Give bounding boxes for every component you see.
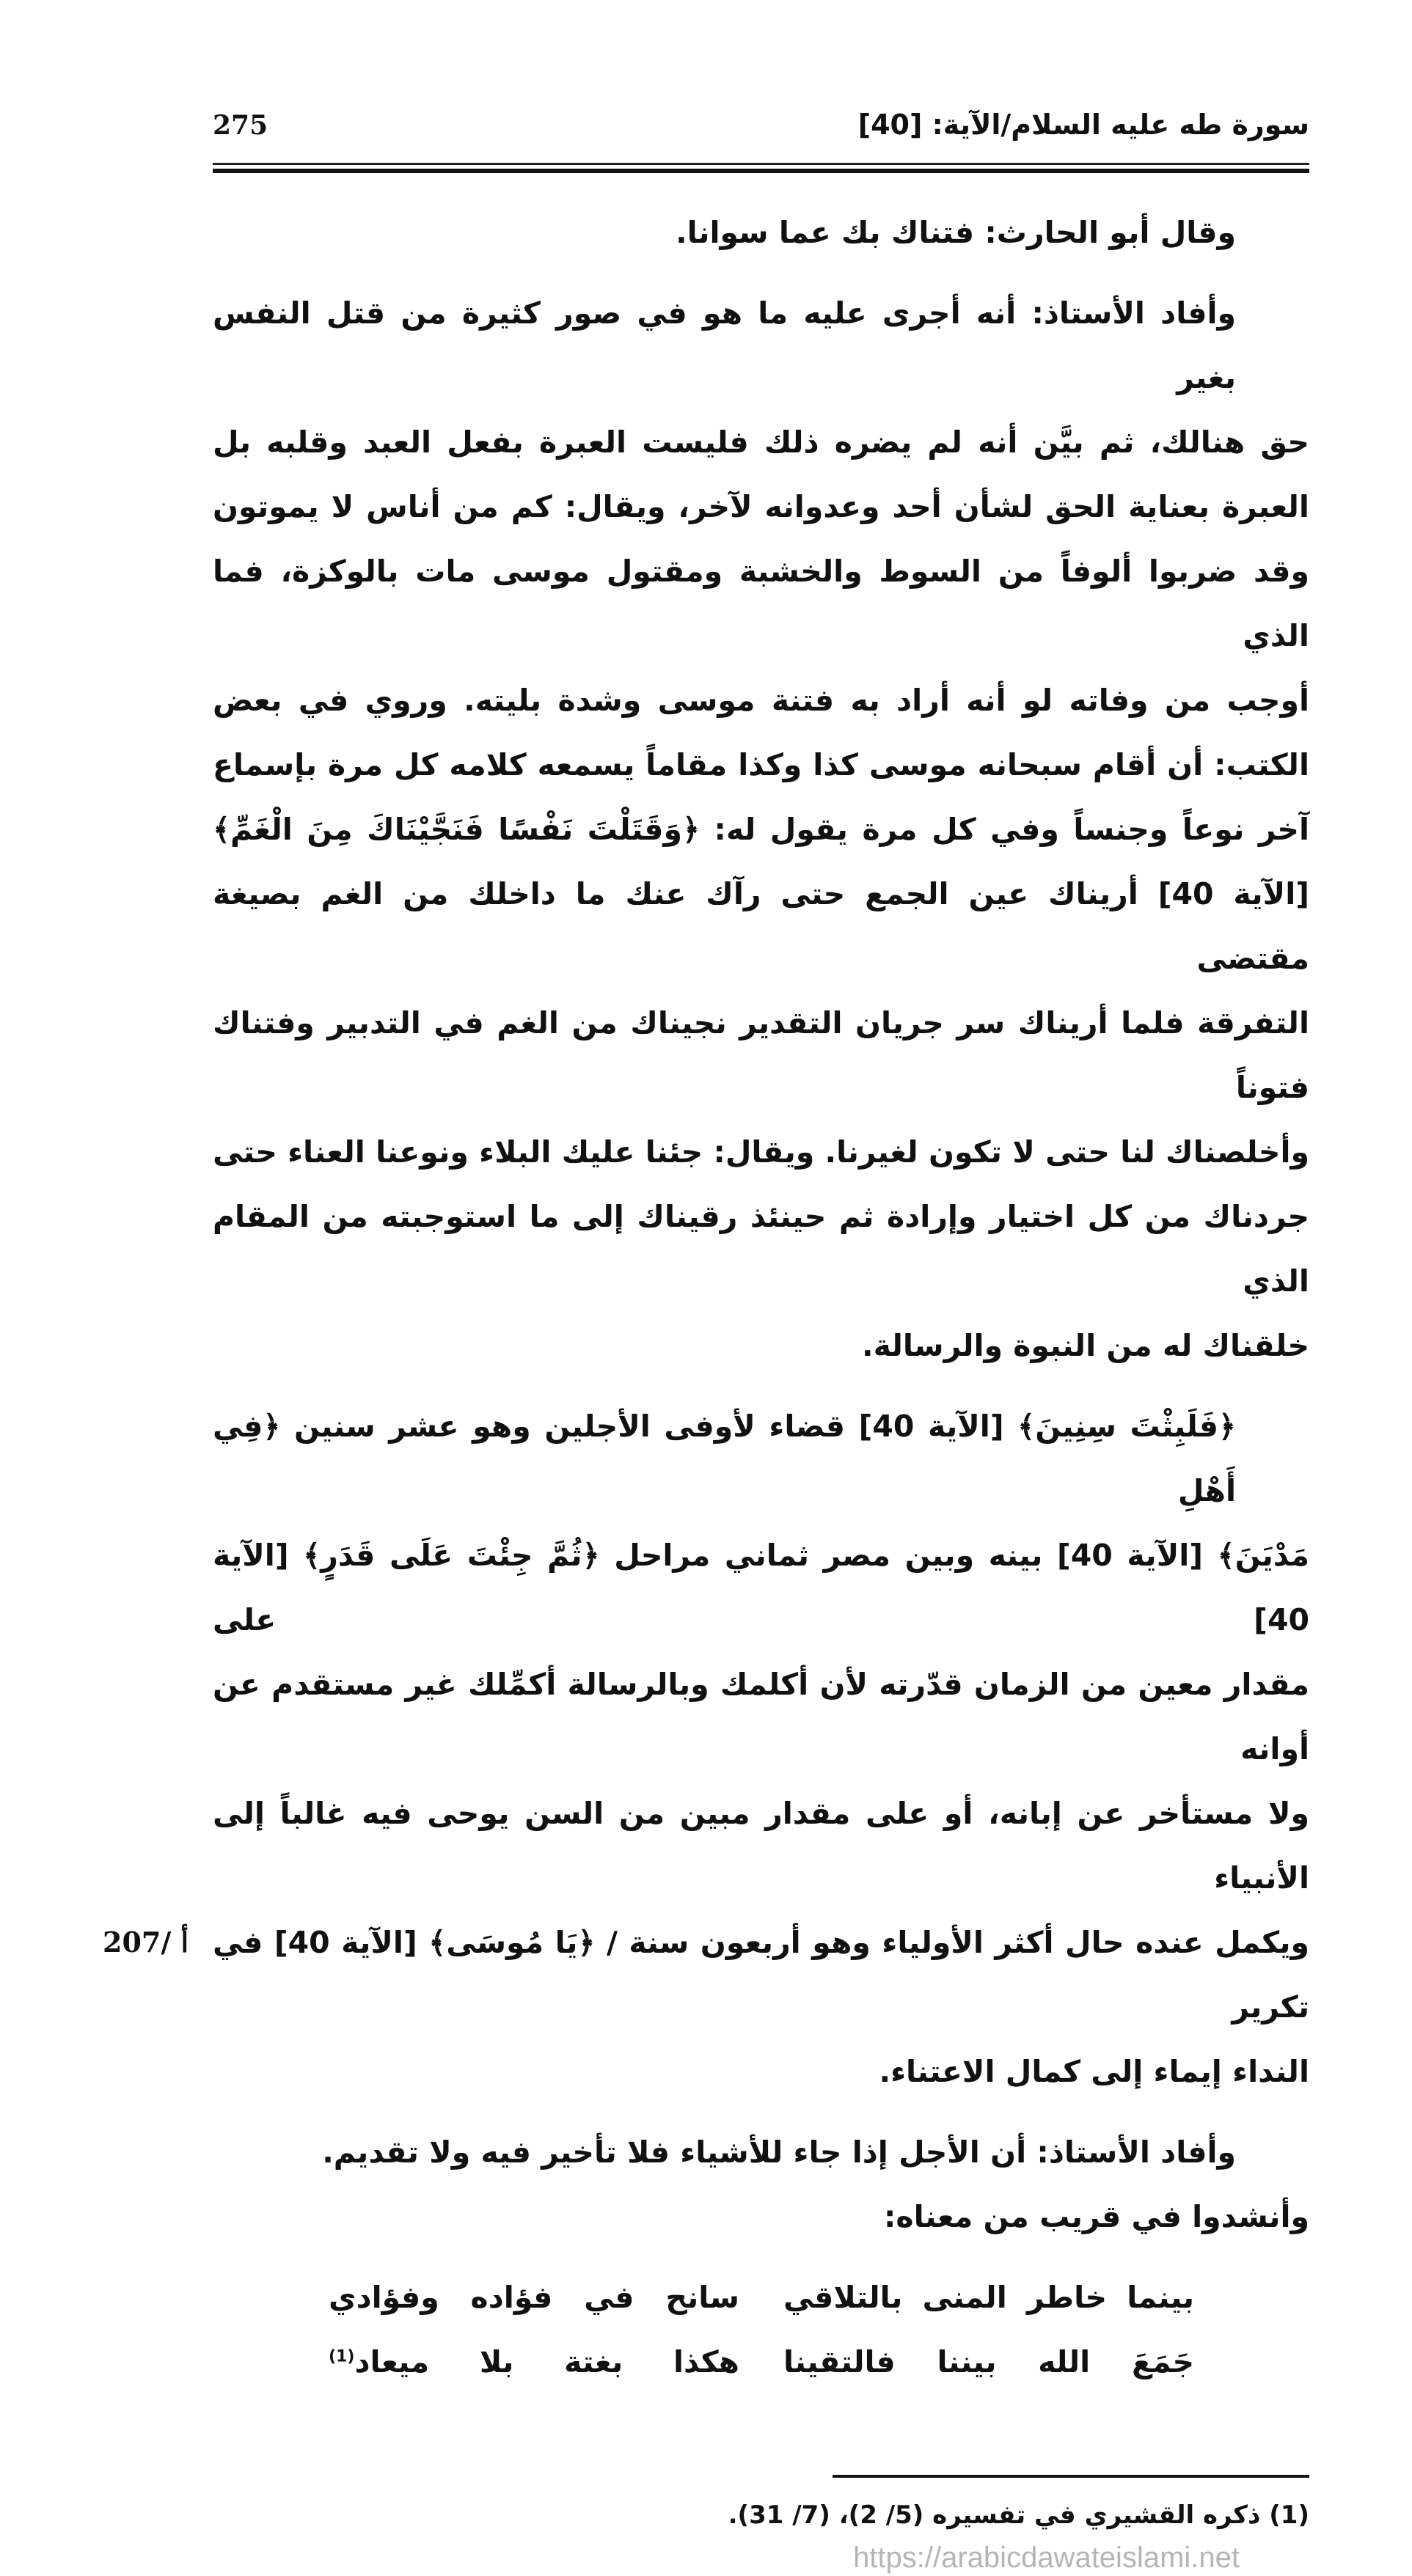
text-line xyxy=(213,2184,1309,2249)
text-line xyxy=(213,1781,1309,1910)
text-line-content: وأخلصناك لنا حتى لا تكون لغيرنا. ويقال: جئنا عليك البلاء ونوعنا العناء حتى xyxy=(213,1134,1309,1170)
poem-verse xyxy=(329,2265,1194,2330)
text-line xyxy=(213,200,1309,265)
text-line xyxy=(213,2120,1309,2184)
text-line-content: حق هنالك، ثم بيَّن أنه لم يضره ذلك فليست العبرة بفعل العبد وقلبه بل xyxy=(213,425,1309,460)
watermark-url: https://arabicdawateislami.net xyxy=(853,2542,1240,2574)
paragraph-gap xyxy=(213,265,1309,281)
poem-hemistich: بينما خاطر المنى بالتلاقي xyxy=(783,2280,1194,2315)
header-title: سورة طه عليه السلام/الآية: [40] xyxy=(857,109,1309,141)
text-line-content: وقد ضربوا ألوفاً من السوط والخشبة ومقتول موسى مات بالوكزة، فما الذي xyxy=(213,554,1309,653)
manuscript-folio-note: 207/ أ xyxy=(103,1926,189,1959)
text-line-content: مَدْيَنَ﴾ [الآية 40] بينه وبين مصر ثماني مراحل ﴿ثُمَّ جِئْتَ عَلَى قَدَرٍ﴾ [الآية 40] على xyxy=(213,1538,1309,1637)
header-rule xyxy=(213,163,1309,165)
text-line-content: [الآية 40] أريناك عين الجمع حتى رآك عنك ما داخلك من الغم بصيغة مقتضى xyxy=(213,876,1309,976)
text-line xyxy=(213,1313,1309,1378)
footnote-ref[interactable]: (1) xyxy=(329,2347,355,2366)
paragraph-2 xyxy=(213,281,1309,1378)
header-rule-thick xyxy=(213,169,1309,173)
text-line xyxy=(213,733,1309,797)
text-line-content: التفرقة فلما أريناك سر جريان التقدير نجيناك من الغم في التدبير وفتناك فتوناً xyxy=(213,1005,1309,1105)
poem-hemistich: سانح في فؤاده وفؤادي xyxy=(329,2280,739,2315)
text-line-content: آخر نوعاً وجنساً وفي كل مرة يقول له: ﴿وَقَتَلْتَ نَفْسًا فَنَجَّيْنَاكَ مِنَ الْغَمِّ﴾ xyxy=(213,812,1309,847)
text-line xyxy=(213,1394,1309,1523)
paragraph-4 xyxy=(213,2120,1309,2249)
text-line-content: ولا مستأخر عن إبانه، أو على مقدار مبين من السن يوحى فيه غالباً إلى الأنبياء xyxy=(213,1796,1309,1896)
text-line xyxy=(213,1652,1309,1781)
paragraph-3 xyxy=(103,1394,1310,2104)
page-number: 275 xyxy=(213,110,268,141)
text-line-content: جردناك من كل اختيار وإرادة ثم حينئذ رقيناك إلى ما استوجبته من المقام الذي xyxy=(213,1199,1309,1299)
page-body xyxy=(103,200,1310,2576)
text-line-content: العبرة بعناية الحق لشأن أحد وعدوانه لآخر، ويقال: كم من أناس لا يموتون xyxy=(213,489,1309,524)
footnote-rule xyxy=(833,2475,1309,2478)
text-line-content: وأنشدوا في قريب من معناه: xyxy=(884,2199,1309,2234)
text-line-content: النداء إيماء إلى كمال الاعتناء. xyxy=(879,2054,1309,2089)
text-line xyxy=(213,1120,1309,1184)
paragraph-gap xyxy=(213,1378,1309,1394)
text-line xyxy=(213,668,1309,733)
text-line xyxy=(213,797,1309,862)
poem-hemistich-text: هكذا بغتة بلا ميعاد xyxy=(354,2344,739,2379)
text-line xyxy=(213,991,1309,1120)
text-line-content: الكتب: أن أقام سبحانه موسى كذا وكذا مقاماً يسمعه كلامه كل مرة بإسماع xyxy=(213,747,1309,782)
poem-hemistich xyxy=(329,2330,739,2394)
text-line xyxy=(213,862,1309,991)
text-line-content: وأفاد الأستاذ: أن الأجل إذا جاء للأشياء فلا تأخير فيه ولا تقديم. xyxy=(322,2135,1236,2170)
text-line xyxy=(213,2039,1309,2104)
text-line xyxy=(103,1910,1310,2039)
text-line xyxy=(213,1184,1309,1313)
text-line-content: ويكمل عنده حال أكثر الأولياء وهو أربعون سنة / ﴿يَا مُوسَى﴾ [الآية 40] في تكرير xyxy=(213,1925,1310,2025)
text-line-content: خلقناك له من النبوة والرسالة. xyxy=(862,1328,1309,1363)
poem-hemistich: جَمَعَ الله بيننا فالتقينا xyxy=(783,2344,1194,2379)
text-line-content: أوجب من وفاته لو أنه أراد به فتنة موسى وشدة بليته. وروي في بعض xyxy=(213,683,1309,718)
paragraph-1 xyxy=(213,200,1309,265)
text-line xyxy=(213,474,1309,539)
text-line xyxy=(213,281,1309,410)
text-line-content: ﴿فَلَبِثْتَ سِنِينَ﴾ [الآية 40] قضاء لأوفى الأجلين وهو عشر سنين ﴿فِي أَهْلِ xyxy=(213,1409,1236,1508)
paragraph-gap xyxy=(213,2104,1309,2120)
poem xyxy=(329,2265,1194,2394)
text-line-content: مقدار معين من الزمان قدّرته لأن أكلمك وبالرسالة أكمِّلك غير مستقدم عن أوانه xyxy=(213,1667,1309,1766)
poem-verse xyxy=(329,2330,1194,2394)
footnote: (1) ذكره القشيري في تفسيره (5/ 2)، (7/ 31). xyxy=(728,2500,1309,2530)
text-line xyxy=(213,1523,1309,1652)
text-line-content: وقال أبو الحارث: فتناك بك عما سوانا. xyxy=(676,215,1236,250)
text-line xyxy=(213,410,1309,474)
text-line-content: وأفاد الأستاذ: أنه أجرى عليه ما هو في صور كثيرة من قتل النفس بغير xyxy=(213,296,1236,395)
text-line xyxy=(213,539,1309,668)
